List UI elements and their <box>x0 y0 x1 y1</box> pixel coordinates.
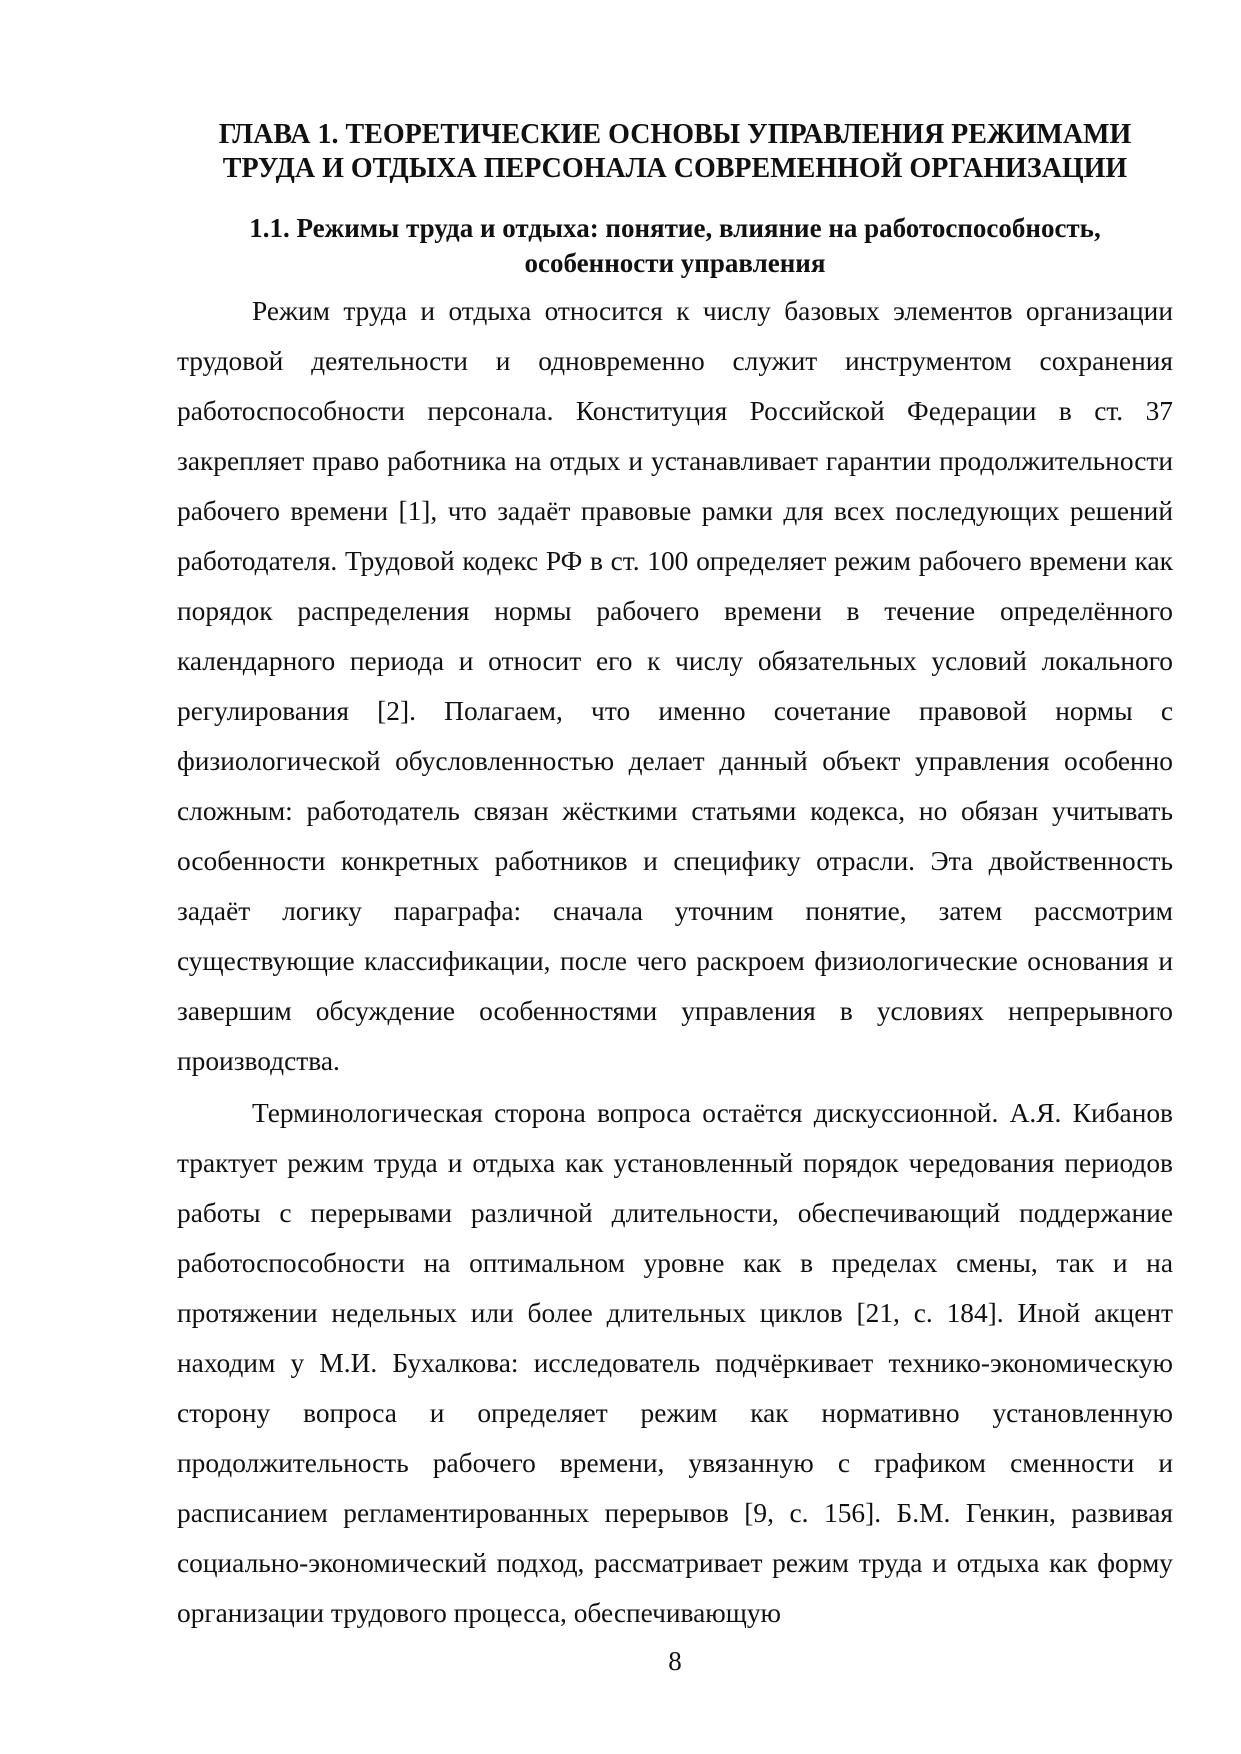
page-number: 8 <box>668 1646 682 1676</box>
body-text <box>177 286 1173 1638</box>
section-title: 1.1. Режимы труда и отдыха: понятие, влияние на работоспособность, особенности управления <box>249 213 1101 278</box>
chapter-title: ГЛАВА 1. ТЕОРЕТИЧЕСКИЕ ОСНОВЫ УПРАВЛЕНИЯ РЕЖИМАМИ ТРУДА И ОТДЫХА ПЕРСОНАЛА СОВРЕМЕННОЙ ОРГАНИЗАЦИИ <box>218 119 1132 184</box>
paragraph-2: Терминологическая сторона вопроса остаётся дискуссионной. А.Я. Кибанов трактует режим труда и отдыха как установленный порядок чередования периодов работы с перерывами различной длительности, обеспечивающий поддержание работоспособности на оптимальном уровне как в пределах смены, так и на протяжении недельных или более длительных циклов [21, с. 184]. Иной акцент находим у М.И. Бухалкова: исследователь подчёркивает технико-экономическую сторону вопроса и определяет режим как нормативно установленную продолжительность рабочего времени, увязанную с графиком сменности и расписанием регламентированных перерывов [9, с. 156]. Б.М. Генкин, развивая социально-экономический подход, рассматривает режим труда и отдыха как форму организации трудового процесса, обеспечивающую <box>177 1098 1173 1628</box>
paragraph-1: Режим труда и отдыха относится к числу базовых элементов организации трудовой деятельности и одновременно служит инструментом сохранения работоспособности персонала. Конституция Российской Федерации в ст. 37 закрепляет право работника на отдых и устанавливает гарантии продолжительности рабочего времени [1], что задаёт правовые рамки для всех последующих решений работодателя. Трудовой кодекс РФ в ст. 100 определяет режим рабочего времени как порядок распределения нормы рабочего времени в течение определённого календарного периода и относит его к числу обязательных условий локального регулирования [2]. Полагаем, что именно сочетание правовой нормы с физиологической обусловленностью делает данный объект управления особенно сложным: работодатель связан жёсткими статьями кодекса, но обязан учитывать особенности конкретных работников и специфику отрасли. Эта двойственность задаёт логику параграфа: сначала уточним понятие, затем рассмотрим существующие классификации, после чего раскроем физиологические основания и завершим обсуждение особенностями управления в условиях непрерывного производства. <box>177 296 1173 1076</box>
